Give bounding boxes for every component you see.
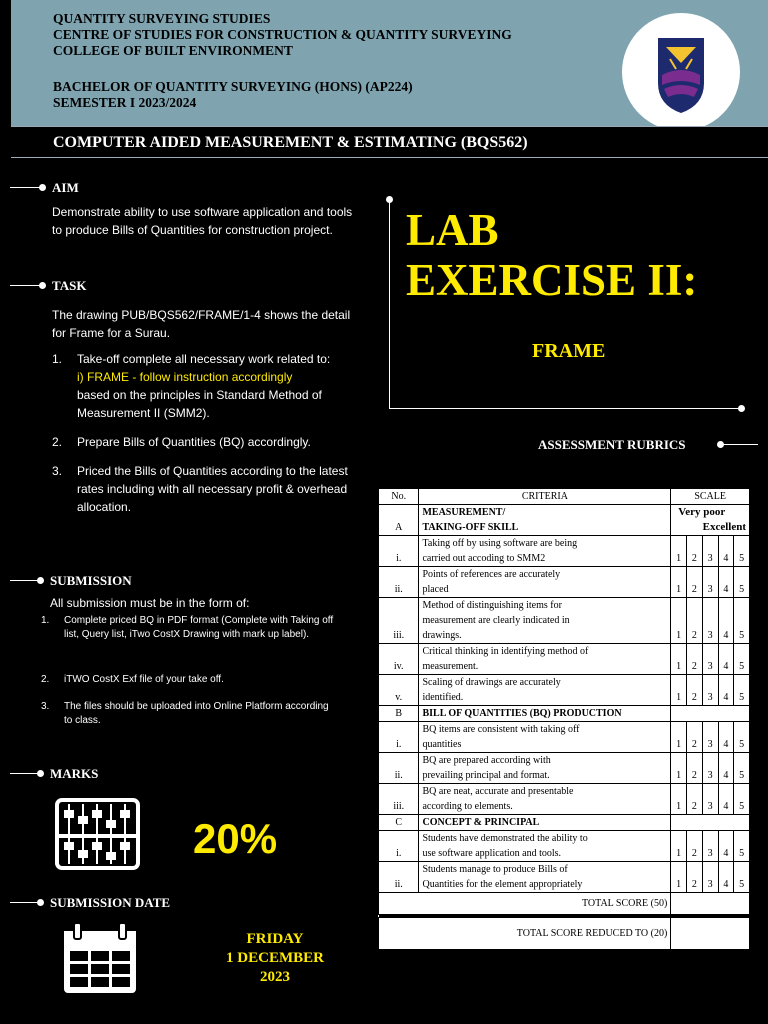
marks-value: 20% <box>193 815 278 862</box>
rubrics-heading: ASSESSMENT RUBRICS <box>538 437 686 452</box>
criteria-number: i. <box>379 722 419 753</box>
scale-cell: 1 <box>671 831 687 862</box>
criteria-row <box>379 644 750 675</box>
scale-cell: 2 <box>687 598 703 644</box>
course-title: COMPUTER AIDED MEASUREMENT & ESTIMATING (BQS562) <box>53 134 528 151</box>
submission-item-number: 3. <box>41 701 50 712</box>
scale-cell: 1 <box>671 598 687 644</box>
submission-heading: SUBMISSION <box>50 573 132 588</box>
scale-cell: 2 <box>687 536 703 567</box>
course-banner <box>11 126 768 158</box>
section-title-line: TAKING-OFF SKILL <box>422 522 519 533</box>
submission-section-marker <box>10 573 132 588</box>
criteria-line: Points of references are accurately <box>422 569 561 580</box>
scale-cell: 4 <box>718 644 734 675</box>
scale-cell: 2 <box>687 784 703 815</box>
reduced-row <box>379 918 750 950</box>
scale-cell: 1 <box>671 675 687 706</box>
criteria-text <box>419 862 671 893</box>
section-title <box>419 706 671 722</box>
criteria-line: quantities <box>422 739 462 750</box>
scale-cell: 2 <box>687 722 703 753</box>
scale-cell: 1 <box>671 753 687 784</box>
rubrics-line <box>718 444 758 445</box>
criteria-text <box>419 831 671 862</box>
section-scale-blank <box>671 706 750 722</box>
header-line: QUANTITY SURVEYING STUDIES <box>53 11 271 26</box>
scale-cell: 2 <box>687 567 703 598</box>
criteria-number: iii. <box>379 598 419 644</box>
criteria-text <box>419 753 671 784</box>
criteria-line: Students have demonstrated the ability to <box>422 833 588 844</box>
criteria-text <box>419 598 671 644</box>
scale-cell: 4 <box>718 753 734 784</box>
scale-cell: 5 <box>734 536 750 567</box>
submission-item-text: Complete priced BQ in PDF format (Complete with Taking off list, Query list, iTwo CostX Drawing with mark up label). <box>64 615 334 640</box>
task-item-number: 2. <box>52 435 63 449</box>
criteria-number: ii. <box>379 753 419 784</box>
university-logo <box>620 11 742 133</box>
scale-cell: 3 <box>702 753 718 784</box>
date-year: 2023 <box>260 969 290 985</box>
header-line: BACHELOR OF QUANTITY SURVEYING (HONS) (AP224) <box>53 79 413 94</box>
task-item-text: based on the principles in Standard Method of Measurement II (SMM2). <box>77 388 322 420</box>
lab-title <box>406 205 697 305</box>
criteria-line: drawings. <box>422 630 462 641</box>
section-row <box>379 505 750 536</box>
section-row <box>379 706 750 722</box>
header-no: No. <box>379 489 419 505</box>
scale-cell: 4 <box>718 598 734 644</box>
date-section-marker <box>10 895 171 910</box>
total-label: TOTAL SCORE (50) <box>379 893 671 915</box>
scale-cell: 3 <box>702 784 718 815</box>
criteria-number: ii. <box>379 862 419 893</box>
criteria-line: Critical thinking in identifying method of <box>422 646 589 657</box>
lab-subtitle: FRAME <box>532 340 606 362</box>
scale-cell: 4 <box>718 784 734 815</box>
criteria-row <box>379 536 750 567</box>
scale-cell: 1 <box>671 644 687 675</box>
title-frame-horizontal <box>389 408 741 409</box>
header-line: CENTRE OF STUDIES FOR CONSTRUCTION & QUANTITY SURVEYING <box>53 27 512 42</box>
scale-cell: 5 <box>734 675 750 706</box>
scale-cell: 3 <box>702 598 718 644</box>
title-frame-dot <box>738 405 745 412</box>
marks-heading: MARKS <box>50 766 99 781</box>
criteria-line: use software application and tools. <box>422 848 562 859</box>
date-heading: SUBMISSION DATE <box>50 895 171 910</box>
scale-cell: 1 <box>671 784 687 815</box>
scale-excellent-label: Excellent <box>702 521 746 533</box>
date-daymonth: 1 DECEMBER <box>226 950 324 966</box>
criteria-line: Quantities for the element appropriately <box>422 879 583 890</box>
section-title <box>419 505 671 536</box>
aim-text: Demonstrate ability to use software application and tools to produce Bills of Quantities for construction project. <box>52 205 353 237</box>
scale-cell: 4 <box>718 675 734 706</box>
header-line: COLLEGE OF BUILT ENVIRONMENT <box>53 43 293 58</box>
criteria-line: Method of distinguishing items for <box>422 600 562 611</box>
submission-intro: All submission must be in the form of: <box>50 596 250 610</box>
criteria-text <box>419 567 671 598</box>
scale-cell: 3 <box>702 862 718 893</box>
scale-cell: 2 <box>687 862 703 893</box>
section-id: C <box>379 815 419 831</box>
task-intro: The drawing PUB/BQS562/FRAME/1-4 shows the detail for Frame for a Surau. <box>52 308 351 340</box>
scale-cell: 3 <box>702 831 718 862</box>
submission-item-number: 1. <box>41 615 50 626</box>
task-item-number: 1. <box>52 352 63 366</box>
title-frame-vertical <box>389 200 390 408</box>
criteria-number: iii. <box>379 784 419 815</box>
criteria-text <box>419 644 671 675</box>
task-item-text: Prepare Bills of Quantities (BQ) accordingly. <box>77 435 311 449</box>
scale-cell: 5 <box>734 831 750 862</box>
header-criteria: CRITERIA <box>419 489 671 505</box>
scale-cell: 5 <box>734 722 750 753</box>
criteria-line: BQ are prepared according with <box>422 755 551 766</box>
task-item-text: Take-off complete all necessary work related to: <box>77 352 331 366</box>
scale-cell: 3 <box>702 644 718 675</box>
scale-cell: 2 <box>687 831 703 862</box>
section-id: B <box>379 706 419 722</box>
reduced-label: TOTAL SCORE REDUCED TO (20) <box>379 918 671 950</box>
scale-cell: 4 <box>718 862 734 893</box>
scale-cell: 1 <box>671 536 687 567</box>
abacus-icon <box>55 798 140 875</box>
task-item <box>77 350 367 422</box>
scale-cell: 2 <box>687 644 703 675</box>
criteria-line: placed <box>422 584 449 595</box>
scale-cell: 3 <box>702 675 718 706</box>
scale-cell: 4 <box>718 536 734 567</box>
criteria-line: BQ are neat, accurate and presentable <box>422 786 574 797</box>
section-id: A <box>379 505 419 536</box>
lab-title-line: EXERCISE II: <box>406 255 698 305</box>
title-frame-dot <box>386 196 393 203</box>
calendar-icon <box>62 923 138 1000</box>
lab-title-line: LAB <box>406 205 499 255</box>
criteria-line: carried out accoding to SMM2 <box>422 553 546 564</box>
scale-cell: 1 <box>671 567 687 598</box>
scale-cell: 1 <box>671 722 687 753</box>
criteria-line: BQ items are consistent with taking off <box>422 724 580 735</box>
criteria-row <box>379 862 750 893</box>
criteria-line: measurement are clearly indicated in <box>422 615 570 626</box>
criteria-text <box>419 536 671 567</box>
scale-cell: 4 <box>718 567 734 598</box>
scale-cell: 5 <box>734 598 750 644</box>
scale-cell: 3 <box>702 567 718 598</box>
section-title-line: CONCEPT & PRINCIPAL <box>422 817 540 828</box>
section-title-line: MEASUREMENT/ <box>422 507 506 518</box>
task-item-text: Priced the Bills of Quantities according to the latest rates including with all necessary profit & overhead allocation. <box>77 464 348 514</box>
criteria-row <box>379 753 750 784</box>
task-heading: TASK <box>52 278 87 293</box>
criteria-row <box>379 722 750 753</box>
submission-item-text: iTWO CostX Exf file of your take off. <box>64 674 224 685</box>
criteria-text <box>419 722 671 753</box>
scale-cell: 1 <box>671 862 687 893</box>
criteria-row <box>379 675 750 706</box>
scale-cell: 4 <box>718 722 734 753</box>
criteria-number: i. <box>379 536 419 567</box>
scale-cell: 5 <box>734 862 750 893</box>
marks-section-marker <box>10 766 99 781</box>
scale-cell: 4 <box>718 831 734 862</box>
criteria-row <box>379 831 750 862</box>
section-title-line: BILL OF QUANTITIES (BQ) PRODUCTION <box>422 708 622 719</box>
criteria-number: iv. <box>379 644 419 675</box>
criteria-text <box>419 675 671 706</box>
scale-cell: 2 <box>687 753 703 784</box>
rubrics-dot <box>717 441 724 448</box>
criteria-text <box>419 784 671 815</box>
reduced-value <box>671 918 750 950</box>
criteria-line: measurement. <box>422 661 479 672</box>
criteria-number: ii. <box>379 567 419 598</box>
scale-cell: 5 <box>734 644 750 675</box>
scale-cell: 3 <box>702 536 718 567</box>
header-line: SEMESTER I 2023/2024 <box>53 95 197 110</box>
total-row <box>379 893 750 915</box>
criteria-number: v. <box>379 675 419 706</box>
submission-item-number: 2. <box>41 674 50 685</box>
section-scale-blank <box>671 815 750 831</box>
task-item-number: 3. <box>52 464 63 478</box>
scale-cell: 5 <box>734 784 750 815</box>
criteria-number: i. <box>379 831 419 862</box>
section-title <box>419 815 671 831</box>
date-day: FRIDAY <box>246 931 304 947</box>
criteria-row <box>379 784 750 815</box>
rubrics-table <box>378 488 750 950</box>
aim-heading: AIM <box>52 180 79 195</box>
submission-item-text: The files should be uploaded into Online Platform according to class. <box>64 701 329 726</box>
header-scale: SCALE <box>671 489 750 505</box>
table-header-row <box>379 489 750 505</box>
criteria-row <box>379 598 750 644</box>
criteria-line: Students manage to produce Bills of <box>422 864 568 875</box>
scale-cell: 2 <box>687 675 703 706</box>
scale-legend <box>671 505 750 536</box>
task-section-marker <box>10 278 87 293</box>
scale-cell: 3 <box>702 722 718 753</box>
criteria-line: Scaling of drawings are accurately <box>422 677 561 688</box>
aim-section-marker <box>10 180 79 195</box>
task-item-highlight: i) FRAME - follow instruction accordingly <box>77 370 293 384</box>
criteria-line: according to elements. <box>422 801 513 812</box>
scale-cell: 5 <box>734 753 750 784</box>
section-row <box>379 815 750 831</box>
submission-date <box>205 930 345 987</box>
criteria-line: prevailing principal and format. <box>422 770 550 781</box>
scale-poor-label: Very poor <box>678 506 726 518</box>
total-value <box>671 893 750 915</box>
criteria-row <box>379 567 750 598</box>
criteria-line: identified. <box>422 692 464 703</box>
scale-cell: 5 <box>734 567 750 598</box>
criteria-line: Taking off by using software are being <box>422 538 578 549</box>
